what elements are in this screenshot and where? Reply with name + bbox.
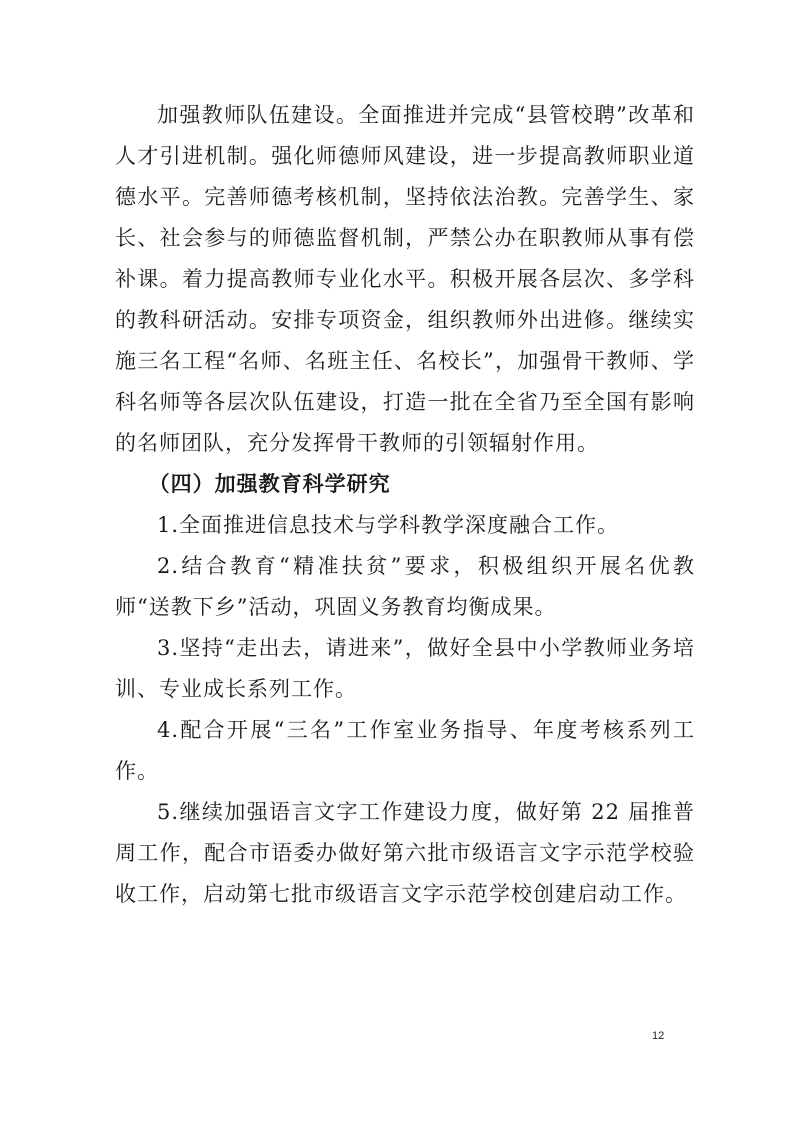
list-item-2: 2.结合教育“精准扶贫”要求，积极组织开展名优教师“送教下乡”活动，巩固义务教育均衡成果。 <box>115 554 695 619</box>
document-body <box>115 95 695 915</box>
list-item-4: 4.配合开展“三名”工作室业务指导、年度考核系列工作。 <box>115 718 695 783</box>
paragraph-teacher-team: 加强教师队伍建设。全面推进并完成“县管校聘”改革和人才引进机制。强化师德师风建设，进一步提高教师职业道德水平。完善师德考核机制，坚持依法治教。完善学生、家长、社会参与的师德监督机制，严禁公办在职教师从事有偿补课。着力提高教师专业化水平。积极开展各层次、多学科的教科研活动。安排专项资金，组织教师外出进修。继续实施三名工程“名师、名班主任、名校长”，加强骨干教师、学科名师等各层次队伍建设，打造一批在全省乃至全国有影响的名师团队，充分发挥骨干教师的引领辐射作用。 <box>115 103 695 455</box>
page-number: 12 <box>652 1030 665 1042</box>
section-heading: （四）加强教育科学研究 <box>148 472 391 496</box>
list-item-3: 3.坚持“走出去，请进来”，做好全县中小学教师业务培训、专业成长系列工作。 <box>115 636 695 701</box>
list-item-5: 5.继续加强语言文字工作建设力度，做好第 22 届推普周工作，配合市语委办做好第六批市级语言文字示范学校验收工作，启动第七批市级语言文字示范学校创建启动工作。 <box>115 800 695 906</box>
list-item-1: 1.全面推进信息技术与学科教学深度融合工作。 <box>157 513 620 537</box>
